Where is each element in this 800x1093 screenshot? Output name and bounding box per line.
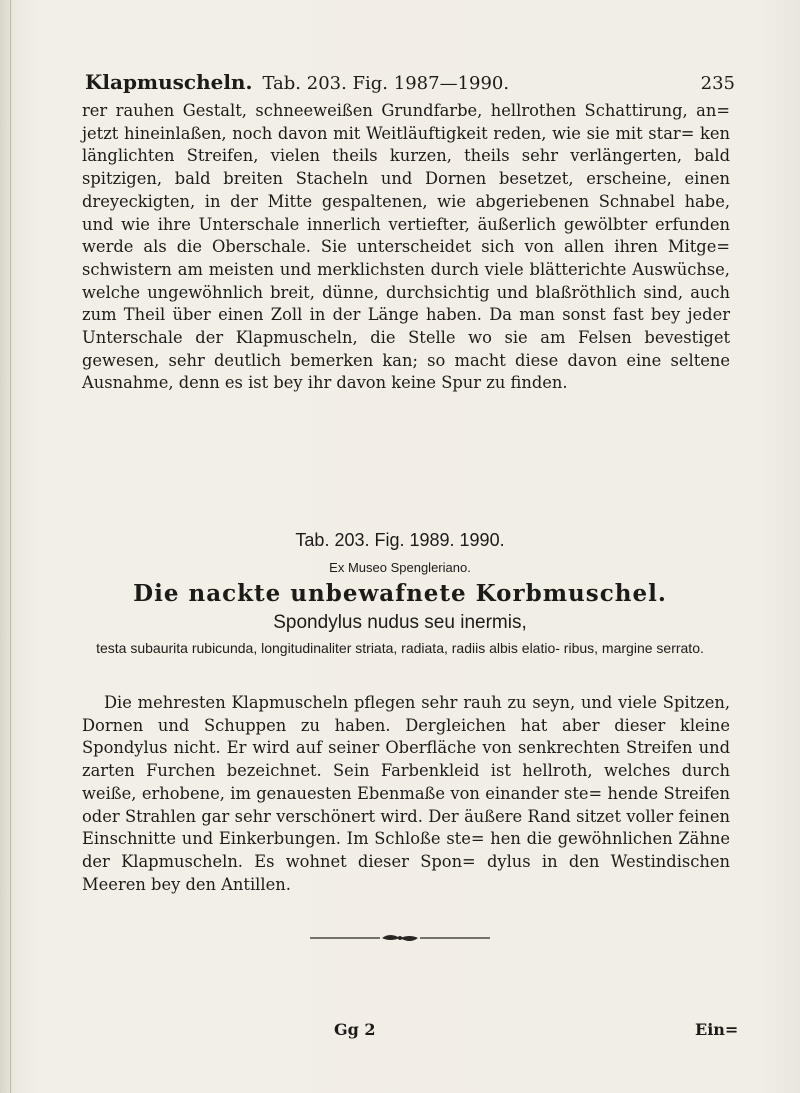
header-plate-reference: Tab. 203. Fig. 1987—1990. xyxy=(262,73,510,94)
section-plate-reference: Tab. 203. Fig. 1989. 1990. xyxy=(295,530,505,550)
page-header xyxy=(85,70,735,94)
species-title-german: Die nackte unbewafnete Korbmuschel. xyxy=(133,580,667,607)
paragraph-continuation: rer rauhen Gestalt, schneeweißen Grundfarbe, hellrothen Schattirung, an= jetzt hineinlaßen, noch davon mit Weitläuftigkeit reden, wie sie mit star= ken länglichten Streifen, vielen theils kurzen, theils sehr verlängerten, bald spitzigen, bald breiten Stacheln und Dornen besetzet, erscheine, einen dreyeckigten, in der Mitte gespaltenen, wie abgeriebenen Schnabel habe, und wie ihre Unterschale innerlich vertiefter, äußerlich gewölbter erfunden werde als die Oberschale. Sie unterscheidet sich von allen ihren Mitge= schwistern am meisten und merklichsten durch viele blätterichte Auswüchse, welche ungewöhnlich breit, dünne, durchsichtig und blaßröthlich sind, auch zum Theil über einen Zoll in der Länge haben. Da man sonst fast bey jeder Unterschale der Klapmuscheln, die Stelle wo sie am Felsen bevestiget gewesen, sehr deutlich bemerken kan; so macht diese davon eine seltene Ausnahme, denn es ist bey ihr davon keine Spur zu finden. xyxy=(82,101,730,393)
catchword: Ein= xyxy=(695,1020,739,1039)
collection-source: Ex Museo Spengleriano. xyxy=(329,560,471,575)
text-block-top xyxy=(82,100,730,395)
species-name-latin: Spondylus nudus seu inermis, xyxy=(273,612,527,633)
paragraph-description: Die mehresten Klapmuscheln pflegen sehr rauh zu seyn, und viele Spitzen, Dornen und Schuppen zu haben. Dergleichen hat aber dieser kleine Spondylus nicht. Er wird auf seiner Oberfläche von senkrechten Streifen und zarten Furchen bezeichnet. Sein Farbenkleid ist hellroth, welches durch weiße, erhobene, im genauesten Ebenmaße von einander ste= hende Streifen oder Strahlen gar sehr verschönert wird. Der äußere Rand sitzet voller feinen Einschnitte und Einkerbungen. Im Schloße ste= hen die gewöhnlichen Zähne der Klapmuscheln. Es wohnet dieser Spon= dylus in den Westindischen Meeren bey den Antillen. xyxy=(82,693,730,894)
ornament-rule xyxy=(310,932,490,944)
page-number: 235 xyxy=(700,73,735,94)
text-block-bottom xyxy=(82,692,730,896)
species-description-latin: testa subaurita rubicunda, longitudinaliter striata, radiata, radiis albis elatio- ribus, margine serrato. xyxy=(96,640,704,656)
printer-signature: Gg 2 xyxy=(334,1020,376,1039)
running-head: Klapmuscheln. xyxy=(85,70,253,94)
